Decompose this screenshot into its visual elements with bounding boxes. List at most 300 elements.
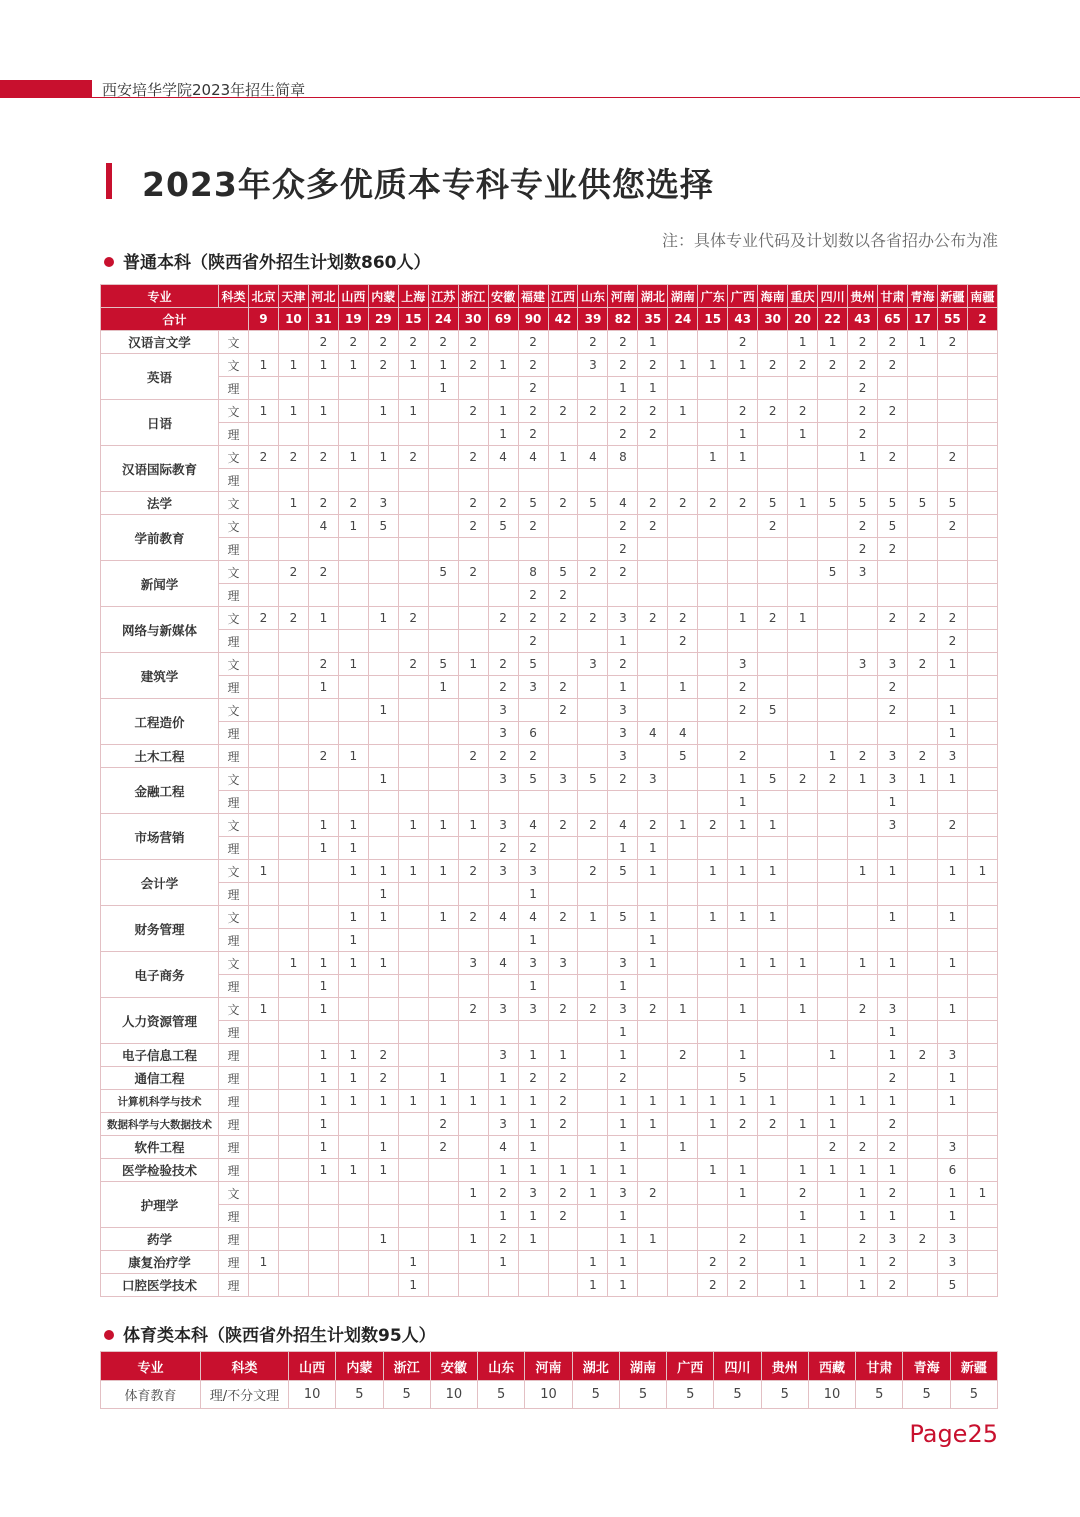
- plan-cell: 1: [728, 1090, 758, 1113]
- subject-type: 理: [219, 722, 249, 745]
- plan-cell: [907, 906, 937, 929]
- plan-cell: [728, 561, 758, 584]
- plan-cell: [398, 1182, 428, 1205]
- plan-cell: 1: [788, 492, 818, 515]
- plan-cell: 1: [398, 1274, 428, 1297]
- plan-cell: [548, 929, 578, 952]
- totals-row: [101, 308, 998, 331]
- plan-cell: [368, 653, 398, 676]
- plan-cell: [368, 929, 398, 952]
- col-header-province: 四川: [818, 285, 848, 308]
- plan-cell: [698, 630, 728, 653]
- plan-cell: 2: [548, 699, 578, 722]
- plan-cell: 1: [638, 929, 668, 952]
- header-accent-bar: [0, 80, 92, 98]
- plan-cell: [278, 1021, 308, 1044]
- plan-cell: 3: [368, 492, 398, 515]
- plan-cell: [578, 1021, 608, 1044]
- plan-cell: [578, 377, 608, 400]
- plan-cell: [758, 1251, 788, 1274]
- plan-cell: [758, 538, 788, 561]
- plan-cell: [398, 423, 428, 446]
- plan-cell: 1: [368, 1136, 398, 1159]
- plan-cell: 2: [758, 607, 788, 630]
- plan-cell: [249, 584, 279, 607]
- plan-cell: 1: [728, 1159, 758, 1182]
- plan-cell: [818, 906, 848, 929]
- plan-cell: 2: [398, 607, 428, 630]
- plan-cell: [907, 423, 937, 446]
- table-row: [101, 883, 998, 906]
- plan-cell: [818, 630, 848, 653]
- plan-cell: 1: [338, 814, 368, 837]
- plan-cell: 5: [518, 768, 548, 791]
- plan-cell: [758, 1044, 788, 1067]
- plan-cell: 2: [368, 1044, 398, 1067]
- plan-cell: 4: [488, 1136, 518, 1159]
- plan-cell: 1: [338, 860, 368, 883]
- plan-cell: [638, 1274, 668, 1297]
- plan-cell: 2: [728, 1113, 758, 1136]
- plan-cell: [249, 929, 279, 952]
- plan-cell: [488, 561, 518, 584]
- plan-cell: [518, 1021, 548, 1044]
- plan-cell: [818, 584, 848, 607]
- plan-cell: [668, 561, 698, 584]
- plan-cell: 2: [818, 354, 848, 377]
- subject-type: 理: [219, 630, 249, 653]
- plan-cell: 3: [578, 354, 608, 377]
- plan-cell: 1: [638, 952, 668, 975]
- plan-cell: 3: [878, 998, 908, 1021]
- subject-type: 理: [219, 883, 249, 906]
- plan-cell: 2: [638, 492, 668, 515]
- major-name: 英语: [101, 354, 219, 400]
- plan-cell: [398, 1159, 428, 1182]
- major-name: 人力资源管理: [101, 998, 219, 1044]
- plan-cell: [907, 538, 937, 561]
- plan-cell: 3: [878, 814, 908, 837]
- total-cell: 9: [249, 308, 279, 331]
- plan-cell: 1: [458, 1090, 488, 1113]
- plan-cell: [249, 423, 279, 446]
- plan-cell: 1: [728, 952, 758, 975]
- plan-cell: 4: [518, 906, 548, 929]
- plan-cell: 1: [937, 699, 967, 722]
- plan-cell: [338, 607, 368, 630]
- plan-cell: 1: [818, 1159, 848, 1182]
- plan-cell: 1: [668, 354, 698, 377]
- plan-cell: 2: [878, 538, 908, 561]
- plan-cell: 1: [338, 653, 368, 676]
- plan-cell: [548, 331, 578, 354]
- title-accent-mark: [106, 163, 112, 199]
- plan-cell: 8: [608, 446, 638, 469]
- col-header-province: 南疆: [967, 285, 997, 308]
- plan-cell: [698, 768, 728, 791]
- plan-cell: 1: [728, 998, 758, 1021]
- plan-cell: 2: [758, 354, 788, 377]
- plan-cell: 1: [638, 1113, 668, 1136]
- plan-cell: [368, 745, 398, 768]
- subject-type: 理: [219, 975, 249, 998]
- plan-cell: [249, 561, 279, 584]
- plan-cell: [728, 1205, 758, 1228]
- page-title: 2023年众多优质本专科专业供您选择: [142, 165, 714, 204]
- plan-cell: [967, 768, 997, 791]
- plan-cell: 2: [458, 906, 488, 929]
- plan-cell: 1: [788, 1251, 818, 1274]
- plan-cell: [308, 791, 338, 814]
- plan-cell: [398, 515, 428, 538]
- plan-cell: 4: [308, 515, 338, 538]
- plan-cell: 5: [903, 1381, 950, 1409]
- plan-cell: [848, 584, 878, 607]
- plan-cell: 1: [878, 1044, 908, 1067]
- plan-cell: [638, 446, 668, 469]
- plan-cell: [398, 469, 428, 492]
- plan-cell: 1: [608, 630, 638, 653]
- plan-cell: [758, 630, 788, 653]
- table-row: [101, 952, 998, 975]
- col-header-province: 广西: [728, 285, 758, 308]
- plan-cell: [907, 400, 937, 423]
- plan-cell: [848, 630, 878, 653]
- table-row: [101, 975, 998, 998]
- plan-cell: [698, 1136, 728, 1159]
- plan-cell: [398, 1113, 428, 1136]
- plan-cell: [937, 883, 967, 906]
- plan-cell: [668, 423, 698, 446]
- plan-cell: 3: [578, 653, 608, 676]
- table-row: [101, 400, 998, 423]
- col-header-province: 安徽: [488, 285, 518, 308]
- plan-cell: 2: [907, 745, 937, 768]
- plan-cell: 5: [667, 1381, 714, 1409]
- plan-cell: [967, 538, 997, 561]
- plan-cell: [758, 722, 788, 745]
- subject-type: 文: [219, 768, 249, 791]
- major-name: 日语: [101, 400, 219, 446]
- col-header-province: 甘肃: [878, 285, 908, 308]
- plan-cell: 2: [608, 1067, 638, 1090]
- plan-cell: 3: [608, 722, 638, 745]
- plan-cell: [368, 1274, 398, 1297]
- plan-cell: [428, 1251, 458, 1274]
- plan-cell: 1: [848, 860, 878, 883]
- plan-cell: [698, 331, 728, 354]
- table-row: [101, 1044, 998, 1067]
- plan-cell: [788, 814, 818, 837]
- plan-cell: [638, 1067, 668, 1090]
- plan-cell: [907, 515, 937, 538]
- plan-cell: [368, 791, 398, 814]
- plan-cell: [907, 1113, 937, 1136]
- plan-cell: [967, 607, 997, 630]
- plan-cell: [578, 1044, 608, 1067]
- plan-cell: [428, 952, 458, 975]
- plan-cell: 2: [578, 998, 608, 1021]
- plan-cell: 3: [937, 1251, 967, 1274]
- plan-cell: 2: [578, 331, 608, 354]
- plan-cell: [249, 630, 279, 653]
- plan-cell: [698, 561, 728, 584]
- plan-cell: 1: [937, 768, 967, 791]
- plan-cell: [278, 1274, 308, 1297]
- subject-type: 文: [219, 446, 249, 469]
- plan-cell: 1: [278, 354, 308, 377]
- plan-cell: 2: [518, 515, 548, 538]
- plan-cell: [338, 1113, 368, 1136]
- plan-cell: [907, 1159, 937, 1182]
- plan-cell: [788, 837, 818, 860]
- plan-cell: 4: [518, 814, 548, 837]
- subject-type: 理: [219, 791, 249, 814]
- plan-cell: 5: [488, 515, 518, 538]
- plan-cell: [878, 377, 908, 400]
- plan-cell: 5: [758, 699, 788, 722]
- plan-cell: [818, 1274, 848, 1297]
- plan-cell: [818, 975, 848, 998]
- section-title-regular: [104, 248, 431, 273]
- plan-cell: [278, 584, 308, 607]
- plan-cell: 3: [488, 1044, 518, 1067]
- plan-cell: [967, 929, 997, 952]
- plan-cell: 2: [518, 1067, 548, 1090]
- plan-cell: [308, 699, 338, 722]
- table-row: [101, 1021, 998, 1044]
- plan-cell: 2: [548, 998, 578, 1021]
- subject-type: 文: [219, 906, 249, 929]
- plan-cell: [698, 952, 728, 975]
- plan-cell: 2: [728, 492, 758, 515]
- plan-cell: 2: [728, 1251, 758, 1274]
- plan-cell: [308, 929, 338, 952]
- plan-cell: 4: [578, 446, 608, 469]
- total-cell: 15: [398, 308, 428, 331]
- plan-cell: [488, 883, 518, 906]
- plan-cell: [818, 1228, 848, 1251]
- plan-cell: 2: [458, 354, 488, 377]
- subject-type: 文: [219, 331, 249, 354]
- plan-cell: 1: [458, 653, 488, 676]
- plan-cell: [937, 676, 967, 699]
- plan-cell: 2: [638, 423, 668, 446]
- plan-cell: [668, 860, 698, 883]
- plan-cell: [967, 791, 997, 814]
- plan-cell: [758, 1182, 788, 1205]
- bullet-dot-icon: [104, 257, 114, 267]
- plan-cell: [698, 745, 728, 768]
- plan-cell: 1: [818, 331, 848, 354]
- plan-cell: [937, 837, 967, 860]
- plan-cell: [758, 423, 788, 446]
- plan-cell: [428, 492, 458, 515]
- plan-cell: 4: [638, 722, 668, 745]
- subject-type: 理: [219, 584, 249, 607]
- plan-cell: 1: [788, 1274, 818, 1297]
- plan-cell: 2: [848, 515, 878, 538]
- plan-cell: 1: [488, 1159, 518, 1182]
- plan-cell: [398, 1205, 428, 1228]
- plan-cell: 2: [428, 331, 458, 354]
- major-name: 新闻学: [101, 561, 219, 607]
- plan-cell: [368, 1021, 398, 1044]
- major-name: 电子信息工程: [101, 1044, 219, 1067]
- plan-cell: 2: [488, 653, 518, 676]
- plan-cell: [278, 906, 308, 929]
- plan-cell: [967, 1205, 997, 1228]
- plan-cell: [967, 653, 997, 676]
- plan-cell: [638, 630, 668, 653]
- col-header-province: 山西: [338, 285, 368, 308]
- col-header: 内蒙: [336, 1352, 383, 1381]
- plan-cell: [428, 791, 458, 814]
- plan-cell: [668, 791, 698, 814]
- plan-cell: [668, 331, 698, 354]
- plan-cell: [608, 584, 638, 607]
- plan-cell: 1: [308, 1113, 338, 1136]
- plan-cell: [937, 584, 967, 607]
- plan-cell: [249, 1113, 279, 1136]
- plan-cell: 1: [398, 1090, 428, 1113]
- col-header: 四川: [714, 1352, 761, 1381]
- plan-cell: [398, 699, 428, 722]
- plan-cell: 2: [937, 814, 967, 837]
- plan-cell: 1: [249, 400, 279, 423]
- plan-cell: [278, 377, 308, 400]
- plan-cell: [488, 377, 518, 400]
- plan-cell: 2: [428, 1113, 458, 1136]
- plan-cell: [698, 676, 728, 699]
- plan-cell: [428, 446, 458, 469]
- plan-cell: [668, 1182, 698, 1205]
- plan-cell: 2: [638, 814, 668, 837]
- plan-cell: 2: [428, 1136, 458, 1159]
- plan-cell: [308, 906, 338, 929]
- plan-cell: 2: [488, 1228, 518, 1251]
- plan-cell: [698, 722, 728, 745]
- plan-cell: 1: [698, 906, 728, 929]
- table-row: [101, 423, 998, 446]
- plan-cell: [758, 791, 788, 814]
- total-cell: 17: [907, 308, 937, 331]
- plan-cell: 5: [619, 1381, 666, 1409]
- plan-cell: [967, 492, 997, 515]
- plan-cell: [937, 561, 967, 584]
- plan-cell: [398, 630, 428, 653]
- plan-cell: 1: [638, 377, 668, 400]
- plan-cell: [249, 1067, 279, 1090]
- plan-cell: [458, 607, 488, 630]
- plan-cell: [308, 584, 338, 607]
- plan-cell: 2: [518, 377, 548, 400]
- plan-cell: [488, 929, 518, 952]
- plan-cell: [278, 1090, 308, 1113]
- plan-cell: [278, 837, 308, 860]
- plan-cell: 1: [608, 1251, 638, 1274]
- plan-cell: [878, 883, 908, 906]
- plan-cell: [638, 1136, 668, 1159]
- plan-cell: 1: [698, 1159, 728, 1182]
- plan-cell: [338, 561, 368, 584]
- plan-cell: [818, 400, 848, 423]
- plan-cell: 5: [818, 492, 848, 515]
- plan-cell: 2: [728, 699, 758, 722]
- plan-cell: 3: [518, 998, 548, 1021]
- plan-cell: [458, 1113, 488, 1136]
- plan-cell: 3: [937, 1228, 967, 1251]
- plan-cell: [638, 745, 668, 768]
- subject-type: 理: [219, 1067, 249, 1090]
- plan-cell: [278, 676, 308, 699]
- plan-cell: 2: [638, 515, 668, 538]
- plan-cell: 2: [638, 354, 668, 377]
- plan-cell: 3: [518, 676, 548, 699]
- plan-cell: [967, 975, 997, 998]
- table-row: [101, 630, 998, 653]
- plan-cell: [578, 837, 608, 860]
- plan-cell: 2: [608, 423, 638, 446]
- plan-cell: [967, 400, 997, 423]
- plan-cell: [638, 883, 668, 906]
- plan-cell: [249, 1228, 279, 1251]
- plan-cell: [278, 1136, 308, 1159]
- plan-cell: 1: [398, 814, 428, 837]
- plan-cell: 1: [728, 860, 758, 883]
- plan-cell: [458, 538, 488, 561]
- plan-cell: [249, 1021, 279, 1044]
- plan-cell: [758, 929, 788, 952]
- plan-cell: [308, 630, 338, 653]
- plan-cell: [758, 446, 788, 469]
- plan-cell: [907, 676, 937, 699]
- major-name: 市场营销: [101, 814, 219, 860]
- plan-cell: [338, 1274, 368, 1297]
- plan-cell: [907, 561, 937, 584]
- plan-cell: [848, 676, 878, 699]
- plan-cell: [548, 975, 578, 998]
- plan-cell: [668, 837, 698, 860]
- plan-cell: [398, 722, 428, 745]
- col-header: 湖北: [572, 1352, 619, 1381]
- plan-cell: [698, 929, 728, 952]
- plan-cell: 2: [368, 331, 398, 354]
- plan-cell: 1: [308, 1136, 338, 1159]
- plan-cell: [488, 975, 518, 998]
- plan-cell: [907, 998, 937, 1021]
- subject-type: 理: [219, 837, 249, 860]
- total-cell: 43: [848, 308, 878, 331]
- plan-cell: 2: [488, 492, 518, 515]
- plan-cell: [937, 400, 967, 423]
- plan-cell: 2: [548, 1113, 578, 1136]
- plan-cell: [428, 515, 458, 538]
- plan-cell: 1: [308, 837, 338, 860]
- plan-cell: 1: [698, 1113, 728, 1136]
- plan-cell: [338, 1136, 368, 1159]
- plan-cell: [848, 1021, 878, 1044]
- plan-cell: 1: [338, 1090, 368, 1113]
- plan-cell: [278, 1205, 308, 1228]
- plan-cell: [278, 1113, 308, 1136]
- plan-cell: [698, 1067, 728, 1090]
- plan-cell: [488, 1021, 518, 1044]
- plan-cell: [428, 538, 458, 561]
- plan-cell: 1: [758, 952, 788, 975]
- plan-cell: [848, 929, 878, 952]
- major-name: 药学: [101, 1228, 219, 1251]
